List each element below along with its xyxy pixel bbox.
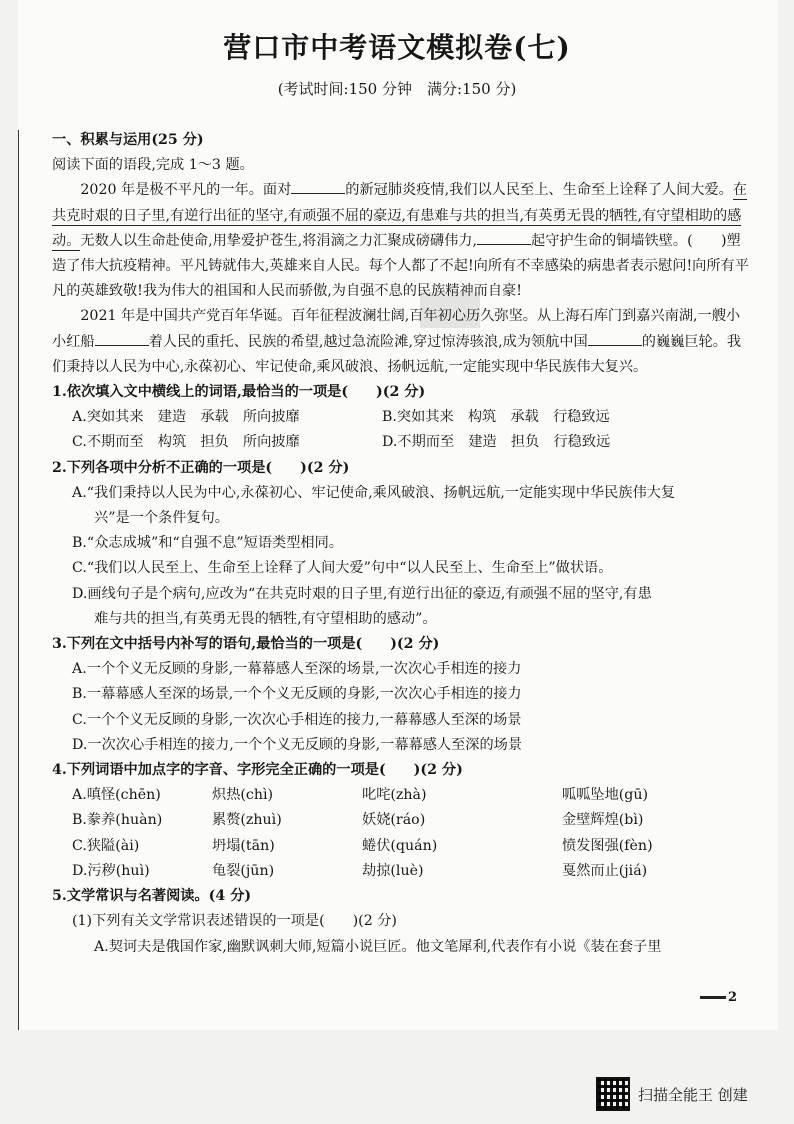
page-number: 2 [728,990,738,1005]
word-item: C.狭隘(ài) [72,837,140,854]
word-item: 妖娆(ráo) [362,812,426,829]
word-item: 蜷伏(quán) [362,837,438,854]
word-item: 叱咤(zhà) [362,787,427,804]
option-d: D.一次次心手相连的接力,一个个义无反顾的身影,一幕幕感人至深的场景 [72,736,523,753]
word-item: 龟裂(jūn) [212,862,275,879]
exam-info: (考试时间:150 分钟 满分:150 分) [277,80,517,98]
word-item: 坍塌(tān) [212,837,275,854]
passage-paragraph-2: 2021 年是中国共产党百年华诞。百年征程波澜壮阔,百年初心历久弥坚。从上海石库门到嘉兴南湖,一艘小小红船 着人民的重托、民族的希望,越过急流险滩,穿过惊涛骇浪,成为领航中国 的巍巍巨轮。我们秉持以人民为中心,永葆初心、牢记使命,乘风破浪、扬帆远航,一定能实现中华民族伟大复兴。 [52,308,742,375]
question-2: 2.下列各项中分析不正确的一项是( )(2 分) [52,459,350,476]
word-item: 累赘(zhuì) [212,812,282,829]
word-item: 愤发图强(fèn) [562,837,653,854]
page-title: 营口市中考语文模拟卷(七) [223,31,571,64]
word-item: 劫掠(luè) [362,862,424,879]
exam-content [52,128,752,960]
fill-blank [291,179,345,194]
option-a-continued: 兴”是一个条件复句。 [94,510,229,527]
option-d: D.画线句子是个病句,应改为“在共克时艰的日子里,有逆行出征的豪迈,有顽强不屈的坚守,有患 [72,585,652,602]
question-3: 3.下列在文中括号内补写的语句,最恰当的一项是( )(2 分) [52,636,440,653]
option-c: C.一个个义无反顾的身影,一次次心手相连的接力,一幕幕感人至深的场景 [72,711,522,728]
fill-blank [477,230,531,245]
word-item: 金壁辉煌(bì) [562,812,644,829]
option-d-continued: 难与共的担当,有英勇无畏的牺牲,有守望相助的感动”。 [94,610,437,627]
reading-instruction: 阅读下面的语段,完成 1～3 题。 [52,157,254,174]
question-1: 1.依次填入文中横线上的词语,最恰当的一项是( )(2 分) [52,384,426,401]
fill-blank [588,331,642,346]
option-c: C.不期而至 构筑 担负 所向披靡 [72,434,300,451]
option-a: A.突如其来 建造 承载 所向披靡 [72,409,300,426]
question-4-options [52,783,752,884]
left-margin-line [18,130,19,1030]
option-b: B.突如其来 构筑 承载 行稳致远 [382,409,610,426]
word-item: D.污秽(huì) [72,862,150,879]
question-5: 5.文学常识与名著阅读。(4 分) [52,888,252,905]
scanner-footer [596,1076,748,1112]
option-b: B.一幕幕感人至深的场景,一个个义无反顾的身影,一次次心手相连的接力 [72,686,522,703]
option-d: D.不期而至 建造 担负 行稳致远 [382,434,611,451]
word-item: 呱呱坠地(gū) [562,787,649,804]
word-item: B.豢养(huàn) [72,812,163,829]
question-4: 4.下列词语中加点字的字音、字形完全正确的一项是( )(2 分) [52,762,463,779]
option-a: A.“我们秉持以人民为中心,永葆初心、牢记使命,乘风破浪、扬帆远航,一定能实现中华民族伟大复 [72,484,676,501]
option-b: B.“众志成城”和“自强不息”短语类型相同。 [72,535,343,552]
scanner-brand: 扫描全能王 创建 [638,1085,748,1104]
word-item: 炽热(chì) [212,787,274,804]
passage-paragraph-1: 2020 年是极不平凡的一年。面对 的新冠肺炎疫情,我们以人民至上、生命至上诠释了人间大爱。在共克时艰的日子里,有逆行出征的坚守,有顽强不屈的豪迈,有患难与共的担当,有英勇无畏的牺牲,有守望相助的感动。无数人以生命赴使命,用挚爱护苍生,将涓滴之力汇聚成磅礴伟力, 起守护生命的铜墙铁壁。( )塑造了伟大抗疫精神。平凡铸就伟大,英雄来自人民。每个人都了不起!向所有不幸感染的病患者表示慰问!向所有平凡的英雄致敬!我为伟大的祖国和人民而骄傲,为自强不息的民族精神而自豪! [52,178,752,304]
fill-blank [95,331,149,346]
word-item: A.嗔怪(chēn) [72,787,161,804]
option-a: A.一个个义无反顾的身影,一幕幕感人至深的场景,一次次心手相连的接力 [72,661,522,678]
question-1-options [52,405,752,455]
underlined-sentence: 在共克时艰的日子里,有逆行出征的坚守,有顽强不屈的豪迈,有患难与共的担当,有英勇无畏的牺牲,有守望相助的感动。 [52,182,748,249]
question-5-sub-1: (1)下列有关文学常识表述错误的一项是( )(2 分) [72,913,397,930]
option-a: A.契诃夫是俄国作家,幽默讽刺大师,短篇小说巨匠。他文笔犀利,代表作有小说《装在套子里 [94,938,662,955]
option-c: C.“我们以人民至上、生命至上诠释了人间大爱”句中“以人民至上、生命至上”做状语。 [72,560,613,577]
page-mark [700,996,726,999]
qr-code-icon [596,1077,630,1111]
section-heading: 一、积累与运用(25 分) [52,132,204,148]
word-item: 戛然而止(jiá) [562,862,648,879]
